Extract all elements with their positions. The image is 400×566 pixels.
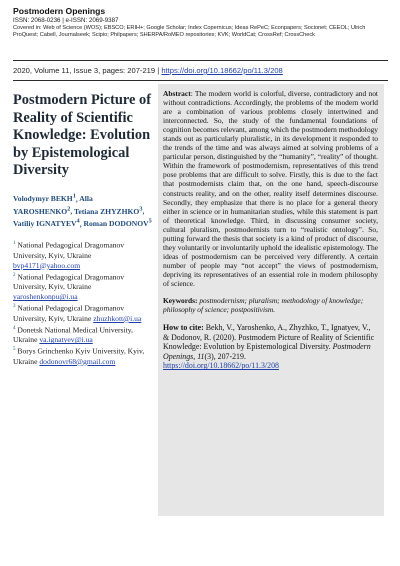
abstract-label: Abstract: [163, 89, 191, 98]
citation-line: [13, 66, 283, 75]
keywords-values: postmodernism; pluralism; methodology of knowledge; philosophy of science; postpositivism.: [163, 296, 364, 315]
article-meta: [13, 92, 153, 367]
email-link[interactable]: va.ignatyev@i.ua: [39, 335, 93, 345]
top-divider: [13, 60, 388, 61]
how-to-cite-label: How to cite:: [163, 323, 204, 333]
bottom-divider: [13, 80, 388, 81]
issn-line: ISSN: 2068-0236 | e-ISSN: 2069-9387: [13, 17, 119, 24]
affiliation-item: $^1$ National Pedagogical Dragomanov University, Kyiv, Ukraine bvp4171@yahoo.com: [13, 240, 125, 270]
abstract-panel: [158, 84, 384, 516]
keywords-label: Keywords:: [163, 296, 198, 306]
email-link[interactable]: bvp4171@yahoo.com: [13, 260, 81, 270]
email-link[interactable]: yaroshenkonpu@i.ua: [13, 292, 78, 302]
author-list: Volodymyr BEKH$^1$, Alla YAROSHENKO$^2$, Tetiana ZHYZHKO$^3$, Vatiliy IGNATYEV$^4$, Roman DODONOV$^5$: [13, 192, 152, 229]
article-title: Postmodern Picture of Reality of Scientific Knowledge: Evolution by Epistemological Diversity: [13, 92, 152, 178]
volume-issue-pages: 2020, Volume 11, Issue 3, pages: 207-219 |: [13, 66, 162, 75]
author: Tetiana ZHYZHKO$^3$: [74, 205, 143, 216]
how-to-cite: How to cite: Bekh, V., Yaroshenko, A., Zhyzhko, T., Ignatyev, V., & Dodonov, R. (2020). Postmodern Picture of Reality of Scientific Knowledge: Evolution by Epistemological Diversity. Postmodern Openings, 11(3), 207-219. https://doi.org/10.18662/po/11.3/208: [163, 323, 378, 371]
affiliation-list: [13, 239, 153, 367]
email-link[interactable]: zhuzhkott@i.ua: [93, 313, 142, 323]
affiliation-item: $^3$ National Pedagogical Dragomanov University, Kyiv, Ukraine zhuzhkott@i.ua: [13, 303, 142, 323]
abstract: [163, 89, 378, 288]
journal-title: Postmodern Openings: [13, 6, 106, 16]
cite-doi-link[interactable]: https://doi.org/10.18662/po/11.3/208: [163, 361, 279, 371]
author: Alla YAROSHENKO$^2$: [13, 194, 93, 216]
author: Volodymyr BEKH$^1$: [13, 192, 76, 204]
affiliation-item: $^2$ National Pedagogical Dragomanov University, Kyiv, Ukraine yaroshenkonpu@i.ua: [13, 272, 125, 302]
keywords: [163, 296, 378, 314]
doi-link[interactable]: https://doi.org/10.18662/po/11.3/208: [161, 66, 283, 75]
covered-in: Covered in: Web of Science (WOS); EBSCO; ERIH+; Google Scholar; Index Copernicus; Ideas RePeC; Econpapers; Socionet; CEEOL; Ulrich ProQuest; Cabell, Journalseek; Scipio; Philpapers; SHERPA/RoMEO repositories; KVK; WorldCat; CrossRef; CrossCheck: [13, 25, 366, 39]
email-link[interactable]: dodonovr68@gmail.com: [39, 356, 116, 366]
author: Vatiliy IGNATYEV$^4$: [13, 217, 80, 229]
affiliation-item: $^4$ Donetsk National Medical University, Ukraine va.ignatyev@i.ua: [13, 325, 133, 345]
journal-header: [13, 6, 391, 39]
affiliation-item: $^5$ Borys Grinchenko Kyiv University, Kyiv, Ukraine dodonovr68@gmail.com: [13, 346, 145, 366]
author: Roman DODONOV$^5$: [83, 217, 152, 229]
abstract-body: : The modern world is colorful, diverse, contradictory and not without contradictions. Accordingly, the problems of the modern world are a combination of various problems closely intertwined and interconnected. So, the study of the fundamental foundations of cognition becomes relevant, among which the postmodern methodology stands out as particularly pluralistic, in its development it responded to the trends of the time and was always aimed at solving problems of a particular person, distinguished by the “humanity”, “reality” of thought. Within the framework of postmodernism, representatives of this trend pose problems that are difficult to solve. Firstly, this is due to the fact that postmodernists claim that, on the one hand, speech-discourse constructs reality, and on the other, reality itself determines discourse. Secondly, they emphasize that there is no place for a general theory either in science or in humanitarian studies, while this statement is part of theoretical knowledge. Third, in discussing consumer society, cultural pluralism, postmodernists turn to “realistic ontology”. So, putting forward the thesis that society is a kind of product of discourse, they voluntarily or involuntarily uphold the idealistic epistemology. The ideas of postmodernism can be perceived very differently. A certain number of people may “not accept” the views of postmodernism, depriving its representatives of an essential role in modern philosophy of science.: [163, 89, 378, 288]
